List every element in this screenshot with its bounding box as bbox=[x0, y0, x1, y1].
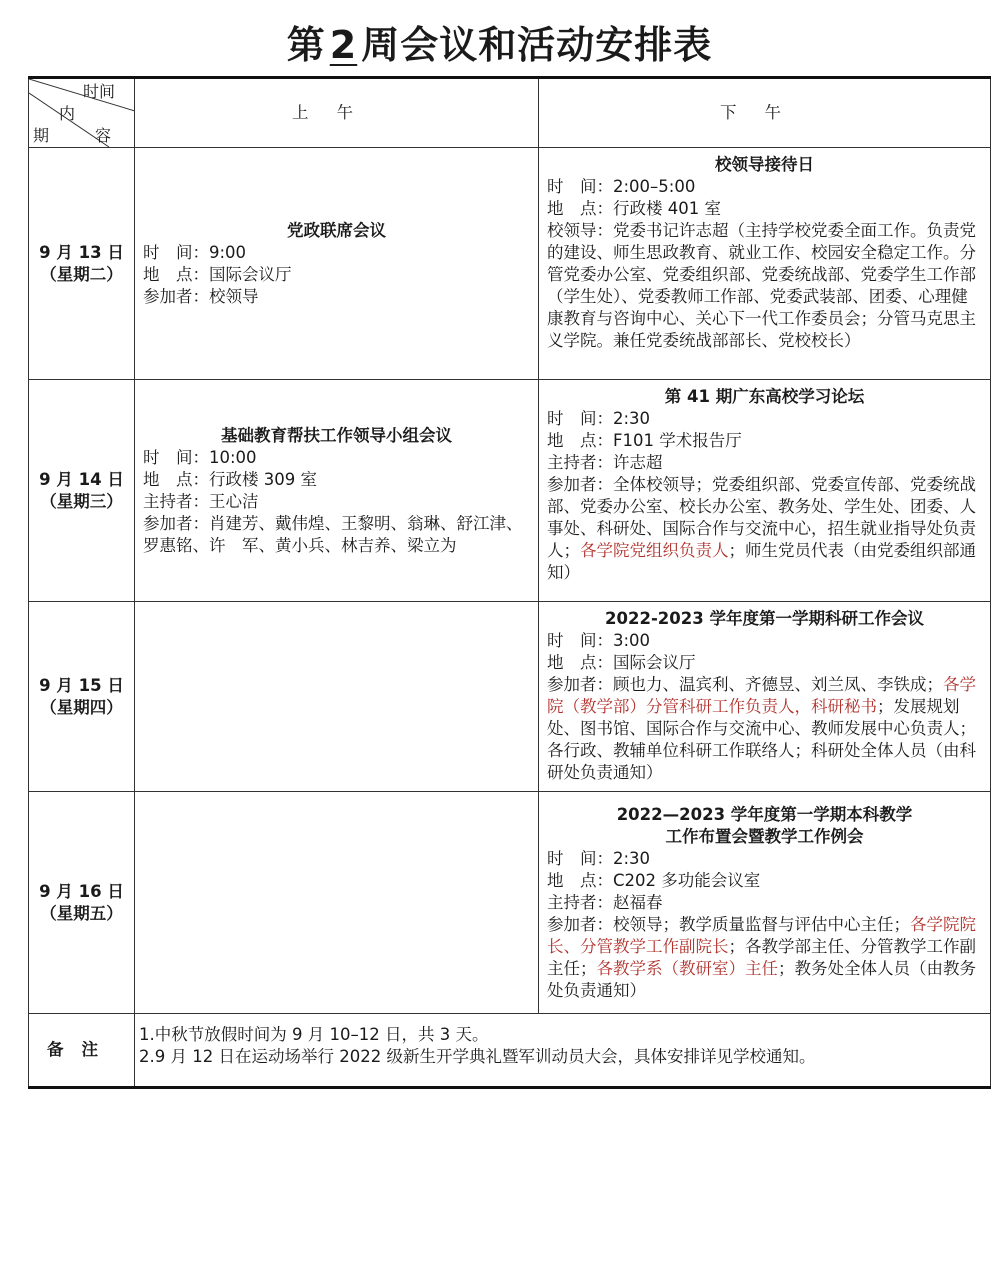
event-title: 2022-2023 学年度第一学期科研工作会议 bbox=[605, 609, 924, 628]
note-item: 1.中秋节放假时间为 9 月 10–12 日，共 3 天。 bbox=[139, 1025, 489, 1044]
date-cell bbox=[29, 148, 135, 380]
page-title bbox=[0, 14, 999, 69]
date-cell bbox=[29, 380, 135, 602]
highlight-text: 各学院（教学部）分管科研工作负责人，科研秘书 bbox=[547, 675, 976, 716]
am-cell bbox=[135, 380, 539, 602]
pm-cell bbox=[539, 380, 991, 602]
desc-text: ；教务处全体人员（由教务处负责通知） bbox=[547, 959, 976, 1000]
event-location: 地 点：行政楼 309 室 bbox=[143, 469, 317, 489]
pm-cell bbox=[539, 792, 991, 1014]
week-number: 2 bbox=[329, 23, 358, 67]
desc-text: ；发展规划处、图书馆、国际合作与交流中心、教师发展中心负责人；各行政、教辅单位科研工作联络人；科研处全体人员（由科研处负责通知） bbox=[547, 697, 976, 782]
weekday-label: （星期三） bbox=[40, 491, 123, 511]
event-time: 时 间：10:00 bbox=[143, 447, 257, 467]
event-location: 地 点：国际会议厅 bbox=[143, 264, 292, 284]
desc-text: 参加者：顾也力、温宾利、齐德昱、刘兰凤、李铁成； bbox=[547, 675, 943, 694]
notes-cell bbox=[135, 1014, 991, 1088]
event-location: 地 点：国际会议厅 bbox=[547, 653, 696, 672]
event-title: 党政联席会议 bbox=[287, 220, 386, 240]
highlight-text: 各教学系（教研室）主任 bbox=[596, 959, 778, 978]
date-label: 9 月 16 日 bbox=[39, 881, 124, 901]
header-row bbox=[29, 78, 991, 148]
desc-text: 参加者：校领导；教学质量监督与评估中心主任； bbox=[547, 915, 910, 934]
highlight-text: 各学院党组织负责人 bbox=[580, 541, 729, 560]
event-title: 第 41 期广东高校学习论坛 bbox=[664, 387, 865, 406]
event-title: 2022—2023 学年度第一学期本科教学 bbox=[616, 805, 913, 824]
event-time: 时 间：2:30 bbox=[547, 849, 651, 868]
event-description bbox=[547, 914, 982, 1002]
event-description: 校领导：党委书记许志超（主持学校党委全面工作。负责党的建设、师生思政教育、就业工作、校园安全稳定工作。分管党委办公室、党委组织部、党委统战部、党委学生工作部（学生处）、党委教师工作部、党委武装部、团委、心理健康教育与咨询中心、关心下一代工作委员会；分管马克思主义学院。兼任党委统战部部长、党校校长） bbox=[547, 221, 976, 350]
event-time: 时 间：2:30 bbox=[547, 409, 651, 428]
highlight-text: 各学院院长、分管教学工作副院长 bbox=[547, 915, 976, 956]
table-row bbox=[29, 148, 991, 380]
schedule-table bbox=[28, 76, 991, 1089]
weekday-label: （星期四） bbox=[40, 697, 123, 717]
header-afternoon: 下午 bbox=[539, 78, 991, 148]
corner-content-label: 内 bbox=[59, 104, 76, 123]
desc-text: ；师生党员代表（由党委组织部通知） bbox=[547, 541, 976, 582]
corner-time-label: 时间 bbox=[83, 82, 116, 101]
event-host: 主持者：许志超 bbox=[547, 453, 663, 472]
weekday-label: （星期二） bbox=[40, 264, 123, 284]
notes-label: 备注 bbox=[29, 1014, 135, 1088]
desc-text: 参加者：全体校领导；党委组织部、党委宣传部、党委统战部、党委办公室、校长办公室、教务处、学生处、团委、人事处、科研处、国际合作与交流中心，招生就业指导处负责人； bbox=[547, 475, 976, 560]
date-label: 9 月 14 日 bbox=[39, 469, 124, 489]
title-suffix: 周会议和活动安排表 bbox=[361, 23, 713, 67]
event-participants: 参加者：肖建芳、戴伟煌、王黎明、翁琳、舒江津、罗惠铭、许 军、黄小兵、林吉养、梁立为 bbox=[143, 513, 523, 555]
pm-cell bbox=[539, 148, 991, 380]
pm-cell bbox=[539, 602, 991, 792]
notes-row bbox=[29, 1014, 991, 1088]
title-prefix: 第 bbox=[286, 23, 326, 67]
event-title-2: 工作布置会暨教学工作例会 bbox=[665, 827, 864, 846]
am-cell-empty bbox=[135, 792, 539, 1014]
event-title: 校领导接待日 bbox=[715, 155, 814, 174]
event-time: 时 间：9:00 bbox=[143, 242, 247, 262]
event-host: 主持者：王心洁 bbox=[143, 491, 259, 511]
header-morning: 上午 bbox=[135, 78, 539, 148]
event-location: 地 点：C202 多功能会议室 bbox=[547, 871, 761, 890]
event-time: 时 间：3:00 bbox=[547, 631, 651, 650]
date-cell bbox=[29, 602, 135, 792]
event-title: 基础教育帮扶工作领导小组会议 bbox=[221, 425, 452, 445]
note-item: 2.9 月 12 日在运动场举行 2022 级新生开学典礼暨军训动员大会，具体安排详见学校通知。 bbox=[139, 1047, 816, 1066]
event-time: 时 间：2:00–5:00 bbox=[547, 177, 696, 196]
event-description bbox=[547, 474, 982, 584]
event-location: 地 点：行政楼 401 室 bbox=[547, 199, 721, 218]
corner-content2-label: 容 bbox=[95, 126, 112, 145]
am-cell bbox=[135, 148, 539, 380]
event-participants: 参加者：校领导 bbox=[143, 286, 259, 306]
corner-date-label: 期 bbox=[33, 126, 50, 145]
event-location: 地 点：F101 学术报告厅 bbox=[547, 431, 742, 450]
date-label: 9 月 13 日 bbox=[39, 242, 124, 262]
date-label: 9 月 15 日 bbox=[39, 675, 124, 695]
desc-text: ；各教学部主任、分管教学工作副主任； bbox=[547, 937, 976, 978]
date-cell bbox=[29, 792, 135, 1014]
event-host: 主持者：赵福春 bbox=[547, 893, 663, 912]
table-row bbox=[29, 380, 991, 602]
event-description bbox=[547, 674, 982, 784]
table-row bbox=[29, 602, 991, 792]
weekday-label: （星期五） bbox=[40, 903, 123, 923]
table-row bbox=[29, 792, 991, 1014]
header-corner bbox=[29, 78, 135, 148]
am-cell-empty bbox=[135, 602, 539, 792]
